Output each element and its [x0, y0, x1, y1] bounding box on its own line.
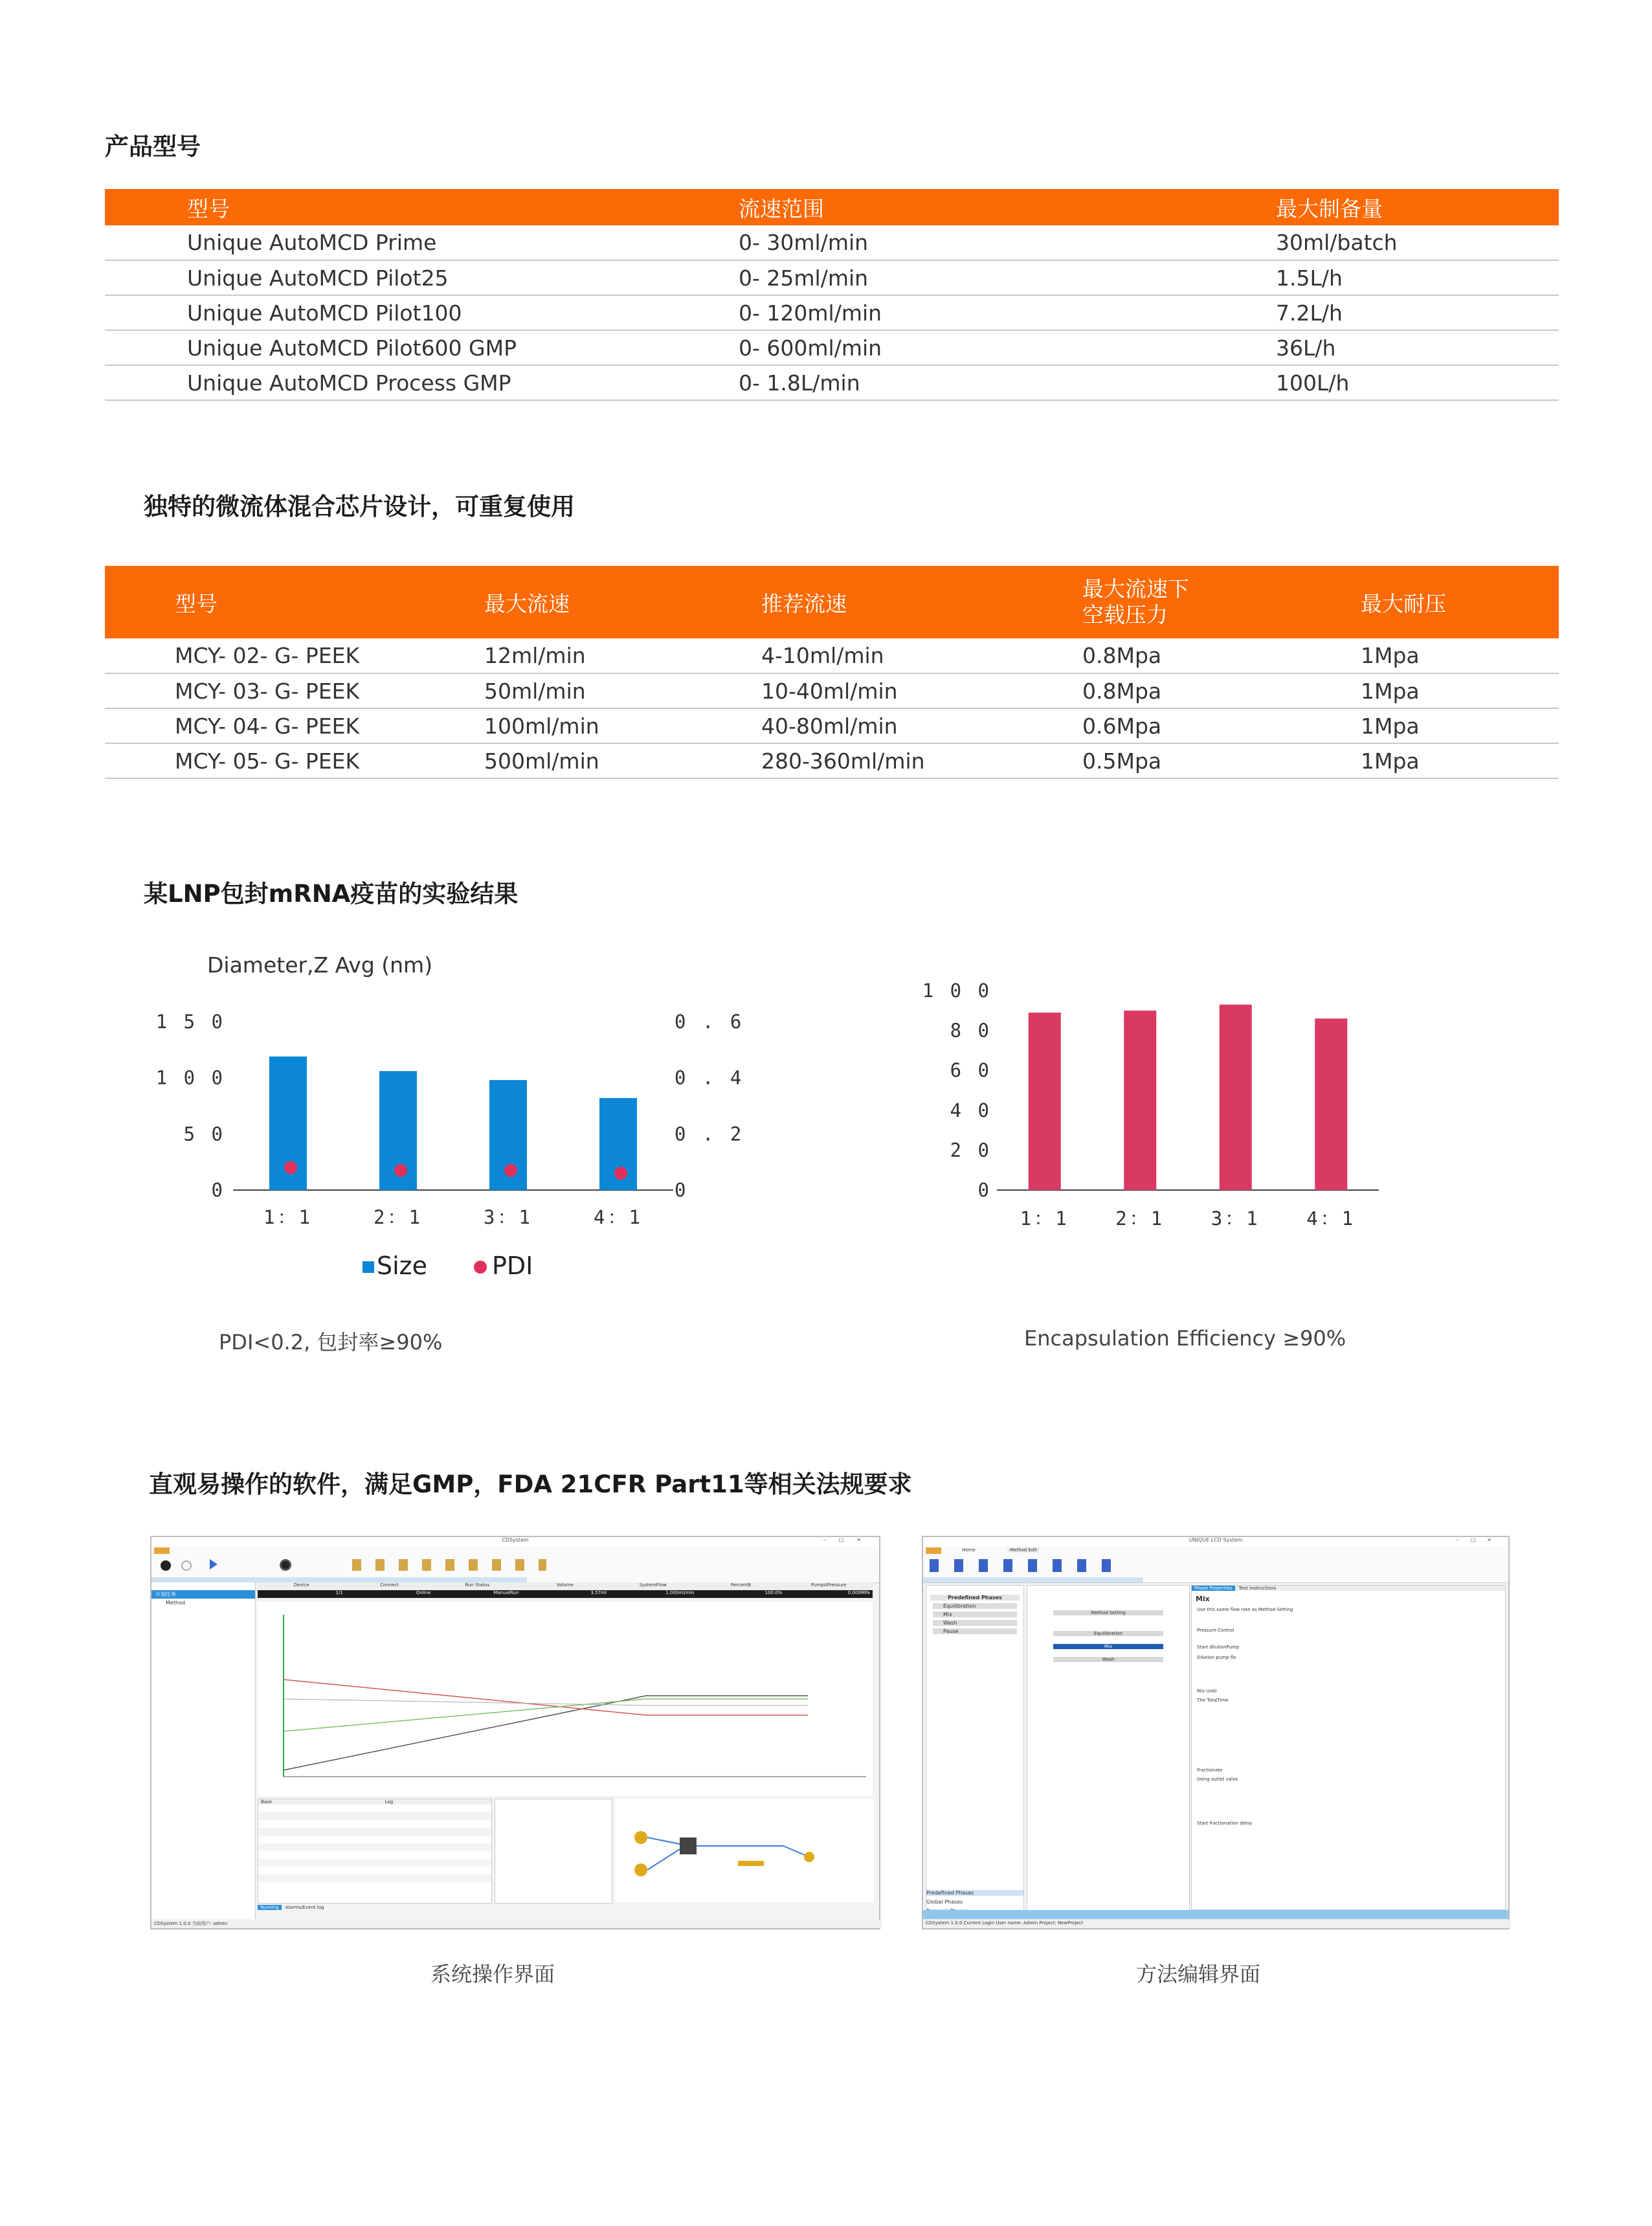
- table-header-spacer: [105, 189, 187, 225]
- pdi-point: [394, 1164, 407, 1177]
- table-header-max-capacity: 最大制备量: [1276, 189, 1559, 225]
- phase-title: Mix: [1196, 1595, 1210, 1603]
- x-tick-label: 2：1: [1115, 1208, 1165, 1230]
- toolbar-icons[interactable]: [352, 1559, 546, 1571]
- y-tick-label: 2 0: [950, 1139, 992, 1162]
- x-tick-label: 2：1: [374, 1206, 423, 1228]
- ribbon-tab-method-edit[interactable]: Method Edit: [1007, 1547, 1040, 1553]
- encapsulation-chart: [922, 971, 1411, 1243]
- section2-title: 独特的微流体混合芯片设计，可重复使用: [144, 493, 575, 521]
- x-tick-label: 1：1: [1020, 1208, 1069, 1230]
- x-tick-label: 4：1: [594, 1206, 643, 1228]
- status-strip: Device Connect Run Status Volume SystemFlow PercentB PumpAPressure 1/1 Online ManualRun 3.57ml 1.000ml/min 100.0% 0.000MPa: [258, 1582, 873, 1601]
- efficiency-bar: [1029, 1013, 1061, 1190]
- table-header-recommended-flow: 推荐流速: [761, 566, 1082, 638]
- table-header-max-tolerance: 最大耐压: [1361, 566, 1559, 638]
- caption-pdi: PDI<0.2, 包封率≥90%: [219, 1330, 443, 1355]
- table-row: MCY- 05- G- PEEK 500ml/min 280-360ml/min 0.5Mpa 1Mpa: [105, 743, 1559, 778]
- tree-item-method[interactable]: Method: [166, 1600, 186, 1606]
- efficiency-bar: [1124, 1011, 1156, 1190]
- legend-pdi-swatch: [474, 1261, 487, 1274]
- title-bar: CDSystem –□✕: [151, 1537, 879, 1546]
- trend-chart: [258, 1602, 873, 1796]
- pdi-point: [504, 1164, 517, 1177]
- y2-tick-label: 0 . 4: [675, 1066, 744, 1089]
- method-editing-screenshot: [922, 1536, 1510, 1929]
- tab-text-instructions[interactable]: Text instructions: [1238, 1586, 1277, 1591]
- phase-item[interactable]: Mix: [933, 1612, 1017, 1617]
- efficiency-bar: [1315, 1018, 1347, 1190]
- y-tick-label: 0: [211, 1179, 225, 1201]
- table-row: Unique AutoMCD Pilot100 0- 120ml/min 7.2L/h: [105, 295, 1559, 330]
- tree-panel: [151, 1582, 256, 1919]
- flow-schematic: [615, 1799, 874, 1902]
- pdi-point: [614, 1167, 627, 1180]
- y2-tick-label: 0: [675, 1179, 689, 1201]
- efficiency-bar: [1220, 1005, 1252, 1190]
- scroll-strip[interactable]: [923, 1910, 1508, 1919]
- run-icon[interactable]: [161, 1560, 171, 1571]
- variable-panel: [495, 1799, 612, 1904]
- size-pdi-chart: [155, 945, 751, 1308]
- section3-title: 某LNP包封mRNA疫苗的实验结果: [144, 880, 519, 908]
- flow-block[interactable]: Equilibration: [1053, 1631, 1163, 1636]
- table-header-chip-model: 型号: [175, 566, 484, 638]
- tab-phase-properties[interactable]: Phase Properties: [1192, 1586, 1235, 1591]
- side-item[interactable]: Global Phases: [926, 1899, 963, 1905]
- table-row: Unique AutoMCD Prime 0- 30ml/min 30ml/batch: [105, 225, 1559, 260]
- bottom-tabs[interactable]: Running Alarms/Event log: [258, 1905, 326, 1910]
- tree-root[interactable]: 计划任务: [151, 1590, 255, 1599]
- play-icon[interactable]: [210, 1559, 218, 1569]
- y-tick-label: 5 0: [183, 1123, 225, 1145]
- status-bar: CDSystem 1.0.0 Current Login User name: Admin Project: NewProject: [923, 1920, 1511, 1928]
- phase-list-title: Predefined Phases: [930, 1595, 1020, 1601]
- table-row: MCY- 02- G- PEEK 12ml/min 4-10ml/min 0.8Mpa 1Mpa: [105, 638, 1559, 673]
- ribbon-tab-home[interactable]: Home: [962, 1547, 976, 1553]
- ribbon: [923, 1546, 1508, 1583]
- phase-item[interactable]: Equilibration: [933, 1603, 1017, 1609]
- title-bar: UNIQUE LCD System –□✕: [923, 1537, 1508, 1546]
- x-tick-label: 3：1: [1211, 1208, 1260, 1230]
- y-tick-label: 1 5 0: [155, 1011, 225, 1033]
- ribbon-group-bar: [151, 1577, 527, 1582]
- ribbon-icons[interactable]: [930, 1559, 1111, 1572]
- ribbon: [151, 1546, 879, 1583]
- flow-block[interactable]: Wash: [1053, 1657, 1163, 1662]
- y-tick-label: 4 0: [950, 1099, 992, 1121]
- ribbon-file-tab[interactable]: [154, 1547, 170, 1554]
- product-model-table: [105, 189, 1559, 401]
- y-tick-label: 0: [977, 1179, 992, 1201]
- table-header-model: 型号: [187, 189, 739, 225]
- phase-library: [926, 1585, 1024, 1918]
- phase-item[interactable]: Pause: [933, 1628, 1017, 1634]
- table-row: Unique AutoMCD Pilot25 0- 25ml/min 1.5L/h: [105, 260, 1559, 295]
- table-header-flow-range: 流速范围: [739, 189, 1276, 225]
- ribbon-group-bar: [923, 1577, 1143, 1582]
- section4-title: 直观易操作的软件，满足GMP，FDA 21CFR Part11等相关法规要求: [149, 1470, 912, 1498]
- section1-title: 产品型号: [105, 133, 201, 161]
- legend-size-swatch: [363, 1261, 374, 1273]
- method-flow: [1027, 1585, 1190, 1918]
- flow-block[interactable]: Mix: [1053, 1644, 1163, 1649]
- window-controls[interactable]: –□✕: [823, 1537, 874, 1543]
- chart-title: Diameter,Z Avg (nm): [207, 952, 433, 978]
- table-row: Unique AutoMCD Pilot600 GMP 0- 600ml/min 36L/h: [105, 330, 1559, 365]
- stop-icon[interactable]: [181, 1560, 192, 1571]
- legend-pdi-label: PDI: [492, 1252, 533, 1280]
- x-tick-label: 4：1: [1306, 1208, 1356, 1230]
- system-operation-screenshot: [150, 1536, 880, 1929]
- record-icon[interactable]: [280, 1559, 291, 1571]
- ribbon-file-tab[interactable]: [926, 1547, 941, 1554]
- phase-item[interactable]: Wash: [933, 1620, 1017, 1626]
- y2-tick-label: 0 . 2: [675, 1123, 744, 1145]
- phase-properties: Phase Properties Text instructions Mix Use this same flow rate as Method Setting Pressure Control Start dilutionPump Dilution pump flo Mix Until The TotalTime Fractionate Using outlet valve Start fractionation delay: [1191, 1585, 1506, 1910]
- status-bar: CDSystem 1.0.0 当前用户: admin: [151, 1920, 882, 1928]
- pdi-point: [284, 1161, 297, 1174]
- flow-block[interactable]: Method Setting: [1053, 1610, 1163, 1615]
- x-tick-label: 3：1: [484, 1206, 533, 1228]
- y-tick-label: 8 0: [950, 1019, 992, 1042]
- y-tick-label: 1 0 0: [155, 1066, 225, 1089]
- y-tick-label: 6 0: [950, 1059, 992, 1082]
- x-tick-label: 1：1: [263, 1206, 313, 1228]
- table-header-max-pressure-noload: 最大流速下 空载压力: [1082, 566, 1361, 638]
- window-controls[interactable]: –□✕: [1456, 1537, 1503, 1543]
- table-row: MCY- 04- G- PEEK 100ml/min 40-80ml/min 0.6Mpa 1Mpa: [105, 708, 1559, 743]
- side-item[interactable]: Predefined Phases: [926, 1890, 1023, 1896]
- y2-tick-label: 0 . 6: [675, 1011, 744, 1033]
- caption-system-ui: 系统操作界面: [430, 1962, 555, 1986]
- table-row: Unique AutoMCD Process GMP 0- 1.8L/min 100L/h: [105, 365, 1559, 400]
- caption-encapsulation: Encapsulation Efficiency ≥90%: [1024, 1326, 1346, 1351]
- chip-model-table: [105, 566, 1559, 779]
- caption-method-ui: 方法编辑界面: [1136, 1962, 1261, 1986]
- log-panel: Base Log: [258, 1799, 492, 1904]
- legend-size-label: Size: [377, 1252, 428, 1280]
- table-row: MCY- 03- G- PEEK 50ml/min 10-40ml/min 0.8Mpa 1Mpa: [105, 673, 1559, 708]
- y-tick-label: 1 0 0: [922, 980, 992, 1002]
- table-header-max-flow: 最大流速: [484, 566, 761, 638]
